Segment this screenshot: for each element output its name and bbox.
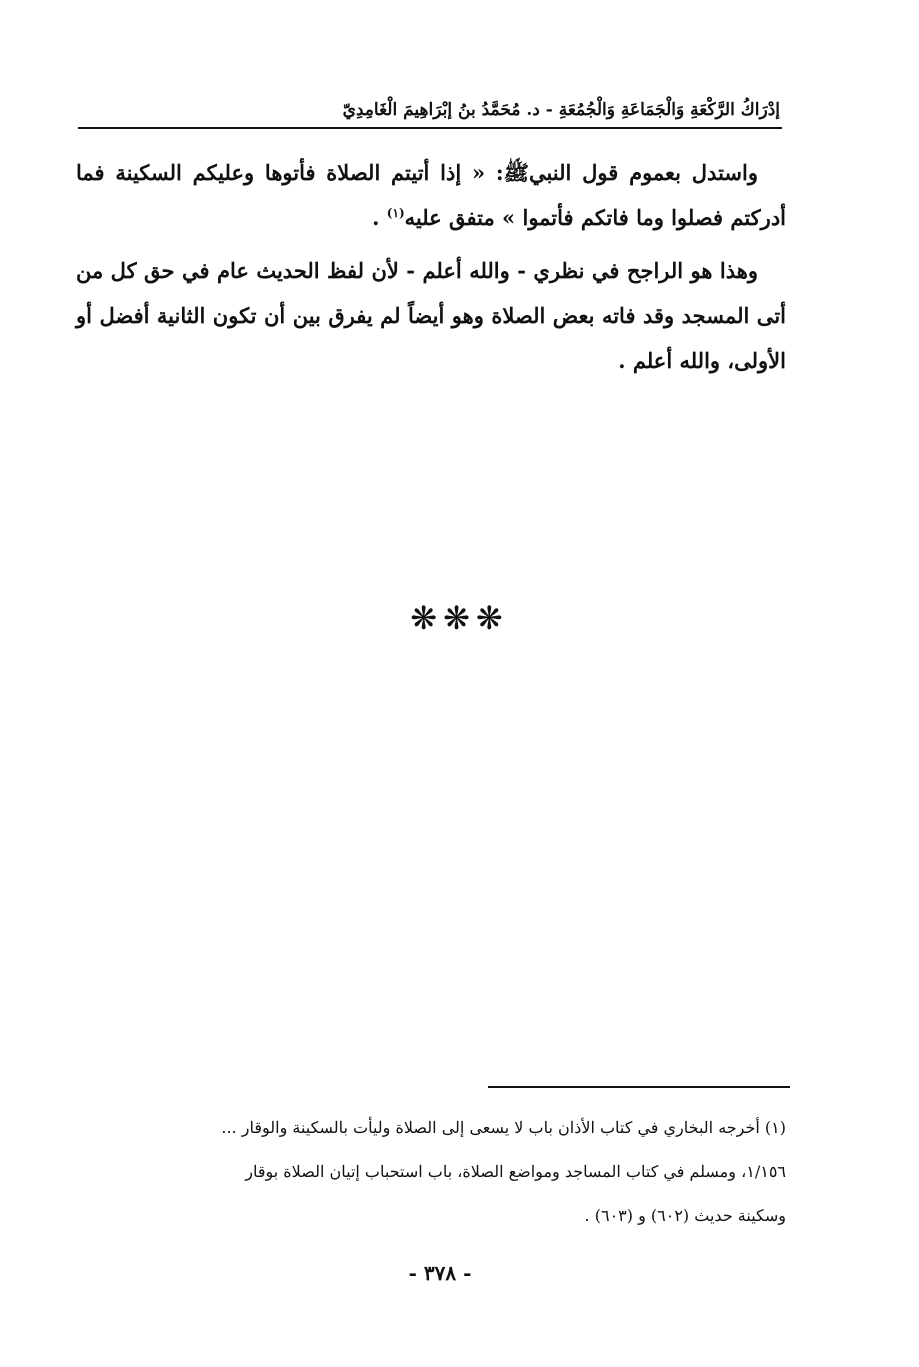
flower-ornament-icon: ❋❋❋ <box>410 599 509 637</box>
running-title: إدْرَاكُ الرَّكْعَةِ وَالْجَمَاعَةِ وَالْجُمُعَةِ - د. مُحَمَّدُ بنُ إبْرَاهِيمَ الْغَامِدِيّ <box>342 100 780 120</box>
paragraph-1 <box>76 150 786 240</box>
header-rule <box>78 127 782 129</box>
footnote-separator <box>488 1086 790 1088</box>
footnote-line-2: ١/١٥٦، ومسلم في كتاب المساجد ومواضع الصلاة، باب استحباب إتيان الصلاة بوقار <box>245 1162 786 1181</box>
footnotes <box>86 1106 786 1238</box>
footnote-line-1: (١) أخرجه البخاري في كتاب الأذان باب لا يسعى إلى الصلاة وليأت بالسكينة والوقار ... <box>221 1118 786 1137</box>
main-text <box>76 150 786 391</box>
paragraph-1-end: . <box>372 205 387 230</box>
paragraph-1-text: واستدل بعموم قول النبيﷺ: « إذا أتيتم الصلاة فأتوها وعليكم السكينة فما أدركتم فصلوا وما فاتكم فأتموا » متفق عليه <box>76 160 786 230</box>
footnote-reference: (١) <box>386 206 405 220</box>
page-number: - ٣٧٨ - <box>408 1261 472 1285</box>
paragraph-2: وهذا هو الراجح في نظري - والله أعلم - لأن لفظ الحديث عام في حق كل من أتى المسجد وقد فاته بعض الصلاة وهو أيضاً لم يفرق بين أن تكون الثانية أفضل أو الأولى، والله أعلم . <box>76 258 786 373</box>
footnote-line-3: وسكينة حديث (٦٠٢) و (٦٠٣) . <box>584 1206 786 1225</box>
